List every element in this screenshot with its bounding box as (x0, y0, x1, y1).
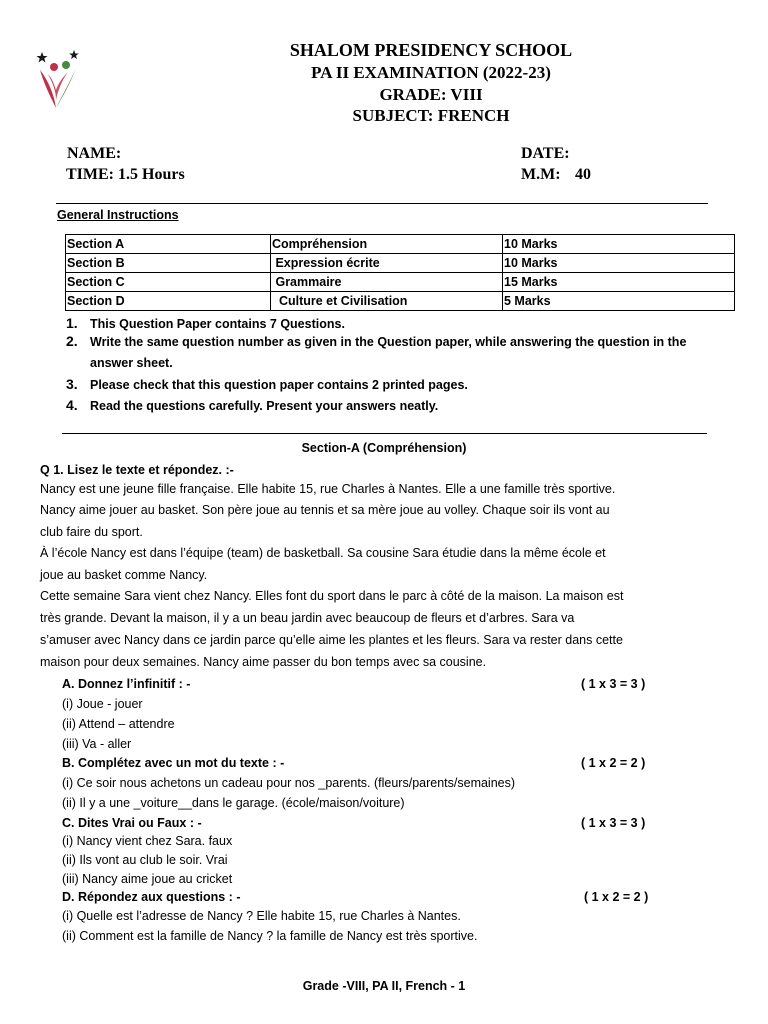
table-row (66, 273, 735, 292)
passage-line: Nancy aime jouer au basket. Son père joue au tennis et sa mère joue au volley. Chaque soir ils vont au (40, 503, 610, 517)
topic-cell: Grammaire (271, 273, 503, 292)
passage-line: s’amuser avec Nancy dans ce jardin parce qu’elle aime les plantes et les fleurs. Sara va rester dans cette (40, 633, 623, 647)
divider-top (56, 203, 708, 204)
section-cell: Section C (66, 273, 271, 292)
instruction-text: Read the questions carefully. Present your answers neatly. (90, 399, 439, 413)
part-b-item: (i) Ce soir nous achetons un cadeau pour nos _parents. (fleurs/parents/semaines) (62, 776, 516, 790)
name-label: NAME: (67, 145, 122, 162)
part-a-marks: ( 1 x 3 = 3 ) (581, 677, 646, 691)
part-d-item: (i) Quelle est l’adresse de Nancy ? Elle habite 15, rue Charles à Nantes. (62, 909, 461, 923)
passage-line: Nancy est une jeune fille française. Elle habite 15, rue Charles à Nantes. Elle a une famille très sportive. (40, 482, 616, 496)
part-b-item: (ii) Il y a une _voiture__dans le garage. (école/maison/voiture) (62, 796, 405, 810)
section-cell: Section D (66, 292, 271, 311)
instruction-number: 4. (66, 397, 78, 413)
general-instructions-heading: General Instructions (57, 208, 179, 222)
passage-line: joue au basket comme Nancy. (40, 568, 208, 582)
page-footer: Grade -VIII, PA II, French - 1 (302, 979, 466, 993)
part-a-item: (ii) Attend – attendre (62, 717, 175, 731)
part-a-title: A. Donnez l’infinitif : - (62, 677, 191, 691)
part-c-item: (ii) Ils vont au club le soir. Vrai (62, 853, 228, 867)
table-row (66, 235, 735, 254)
instruction-continuation: answer sheet. (90, 356, 173, 370)
passage-line: maison pour deux semaines. Nancy aime passer du bon temps avec sa cousine. (40, 655, 487, 669)
part-c-title: C. Dites Vrai ou Faux : - (62, 816, 202, 830)
marks-cell: 15 Marks (503, 273, 735, 292)
section-cell: Section A (66, 235, 271, 254)
table-row (66, 292, 735, 311)
instruction-text: Write the same question number as given in the Question paper, while answering the question in the (90, 335, 687, 349)
passage-line: À l’école Nancy est dans l’équipe (team) de basketball. Sa cousine Sara étudie dans la même école et (40, 546, 606, 560)
topic-cell: Culture et Civilisation (271, 292, 503, 311)
part-b-title: B. Complétez avec un mot du texte : - (62, 756, 285, 770)
part-d-marks: ( 1 x 2 = 2 ) (584, 890, 649, 904)
marks-cell: 5 Marks (503, 292, 735, 311)
divider-middle (62, 433, 707, 434)
part-a-item: (iii) Va - aller (62, 737, 132, 751)
time-label: TIME: 1.5 Hours (66, 166, 185, 183)
part-d-item: (ii) Comment est la famille de Nancy ? la famille de Nancy est très sportive. (62, 929, 478, 943)
exam-title: PA II EXAMINATION (2022-23) (311, 63, 551, 82)
section-a-title: Section-A (Compréhension) (301, 441, 467, 455)
part-d-title: D. Répondez aux questions : - (62, 890, 241, 904)
passage-line: Cette semaine Sara vient chez Nancy. Elles font du sport dans le parc à côté de la maison. La maison est (40, 589, 624, 603)
date-label: DATE: (521, 145, 570, 162)
passage-line: très grande. Devant la maison, il y a un beau jardin avec beaucoup de fleurs et d’arbres. Sara va (40, 611, 575, 625)
max-marks-value: 40 (575, 166, 591, 183)
marks-cell: 10 Marks (503, 254, 735, 273)
instruction-number: 2. (66, 333, 78, 349)
part-b-marks: ( 1 x 2 = 2 ) (581, 756, 646, 770)
table-row (66, 254, 735, 273)
passage-line: club faire du sport. (40, 525, 143, 539)
instruction-number: 3. (66, 376, 78, 392)
part-c-item: (iii) Nancy aime joue au cricket (62, 872, 233, 886)
school-name: SHALOM PRESIDENCY SCHOOL (289, 40, 573, 60)
q1-title: Q 1. Lisez le texte et répondez. :- (40, 463, 234, 477)
instruction-text: Please check that this question paper contains 2 printed pages. (90, 378, 468, 392)
section-cell: Section B (66, 254, 271, 273)
instruction-item (66, 331, 736, 353)
instruction-text: This Question Paper contains 7 Questions. (90, 317, 345, 331)
instruction-item (66, 395, 736, 417)
topic-cell: Expression écrite (271, 254, 503, 273)
instruction-item (66, 374, 736, 396)
part-c-item: (i) Nancy vient chez Sara. faux (62, 834, 233, 848)
max-marks-label: M.M: (521, 166, 561, 183)
grade-label: GRADE: VIII (379, 85, 483, 104)
subject-label: SUBJECT: FRENCH (352, 106, 510, 125)
sections-table (65, 234, 735, 311)
marks-cell: 10 Marks (503, 235, 735, 254)
part-a-item: (i) Joue - jouer (62, 697, 143, 711)
instruction-number: 1. (66, 315, 78, 331)
part-c-marks: ( 1 x 3 = 3 ) (581, 816, 646, 830)
topic-cell: Compréhension (271, 235, 503, 254)
